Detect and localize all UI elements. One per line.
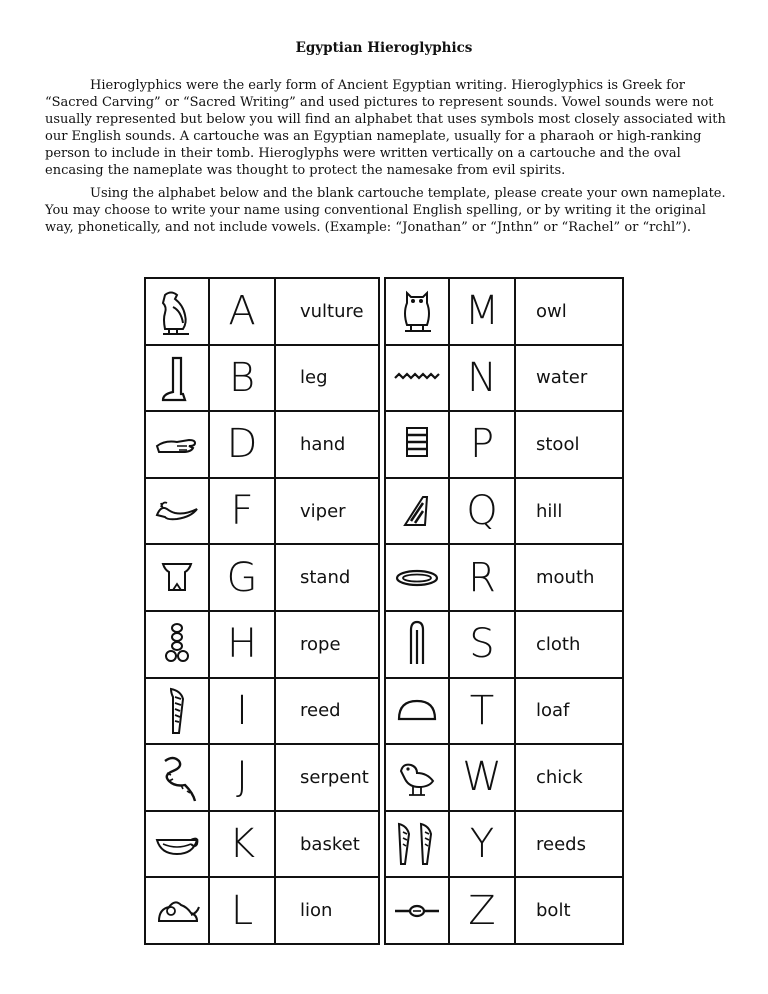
alphabet-word: hill (536, 500, 563, 522)
alphabet-row-g (146, 545, 378, 612)
alphabet-row-s (386, 612, 622, 679)
alphabet-word-cell (516, 612, 622, 677)
stool-icon (386, 412, 450, 477)
alphabet-word-cell (276, 279, 378, 344)
alphabet-letter: P (469, 421, 495, 468)
owl-icon (386, 279, 450, 344)
hill-icon (386, 479, 450, 544)
alphabet-letter: B (228, 354, 256, 401)
alphabet-letter: I (236, 687, 248, 734)
intro-paragraph: Hieroglyphics were the early form of Ancient Egyptian writing. Hieroglyphics is Greek for “Sacred Carving” or “Sacred Writing” and used pictures to represent sounds. Vowel sounds were not usually represented but below you will find an alphabet that uses symbols most closely associated with our English sounds. A cartouche was an Egyptian nameplate, usually for a pharaoh or high-ranking person to include in their tomb. Hieroglyphs were written vertically on a cartouche and the oval encasing the nameplate was thought to protect the namesake from evil spirits. (45, 78, 726, 178)
alphabet-letter-cell (210, 812, 276, 877)
alphabet-letter: M (464, 288, 500, 335)
alphabet-column-right (384, 277, 624, 945)
loaf-icon (386, 679, 450, 744)
alphabet-row-a (146, 279, 378, 346)
alphabet-word: stool (536, 433, 580, 455)
alphabet-word: hand (300, 433, 346, 455)
alphabet-word: leg (300, 367, 328, 389)
alphabet-word: stand (300, 567, 351, 589)
alphabet-row-m (386, 279, 622, 346)
reeds-icon (386, 812, 450, 877)
alphabet-letter-cell (450, 479, 516, 544)
bolt-icon (386, 878, 450, 943)
alphabet-word: chick (536, 766, 583, 788)
alphabet-letter-cell (450, 812, 516, 877)
alphabet-letter: H (226, 621, 258, 668)
alphabet-row-f (146, 479, 378, 546)
alphabet-row-p (386, 412, 622, 479)
alphabet-letter-cell (450, 412, 516, 477)
alphabet-row-k (146, 812, 378, 879)
alphabet-letter-cell (210, 878, 276, 943)
alphabet-letter-cell (210, 612, 276, 677)
alphabet-letter-cell (450, 745, 516, 810)
lion-icon (146, 878, 210, 943)
alphabet-column-left (144, 277, 380, 945)
alphabet-word-cell (516, 479, 622, 544)
alphabet-letter: L (230, 887, 254, 934)
chick-icon (386, 745, 450, 810)
page-title: Egyptian Hieroglyphics (295, 40, 473, 56)
alphabet-word-cell (516, 878, 622, 943)
alphabet-letter: Y (469, 821, 495, 868)
alphabet-word: basket (300, 833, 360, 855)
alphabet-word-cell (276, 878, 378, 943)
alphabet-word-cell (276, 412, 378, 477)
vulture-icon (146, 279, 210, 344)
alphabet-letter: Q (466, 488, 498, 535)
mouth-icon (386, 545, 450, 610)
alphabet-letter-cell (450, 878, 516, 943)
alphabet-letter: J (236, 754, 248, 801)
alphabet-row-z (386, 878, 622, 943)
alphabet-row-r (386, 545, 622, 612)
alphabet-letter: N (467, 354, 497, 401)
alphabet-letter: Z (468, 887, 496, 934)
alphabet-letter-cell (210, 279, 276, 344)
water-icon (386, 346, 450, 411)
alphabet-word-cell (276, 346, 378, 411)
alphabet-letter: G (226, 554, 258, 601)
alphabet-row-t (386, 679, 622, 746)
cloth-icon (386, 612, 450, 677)
alphabet-letter: W (462, 754, 502, 801)
alphabet-letter: S (469, 621, 495, 668)
alphabet-row-w (386, 745, 622, 812)
alphabet-row-q (386, 479, 622, 546)
alphabet-word-cell (516, 412, 622, 477)
alphabet-letter-cell (450, 545, 516, 610)
alphabet-row-d (146, 412, 378, 479)
alphabet-letter: F (230, 488, 254, 535)
alphabet-letter-cell (450, 279, 516, 344)
alphabet-letter: T (469, 687, 495, 734)
alphabet-word: bolt (536, 900, 571, 922)
alphabet-word: lion (300, 900, 333, 922)
basket-icon (146, 812, 210, 877)
alphabet-letter-cell (210, 679, 276, 744)
alphabet-letter-cell (210, 745, 276, 810)
alphabet-word-cell (516, 679, 622, 744)
alphabet-word: mouth (536, 567, 595, 589)
alphabet-word: vulture (300, 300, 364, 322)
alphabet-letter: K (228, 821, 256, 868)
rope-icon (146, 612, 210, 677)
alphabet-letter-cell (450, 679, 516, 744)
alphabet-word: reeds (536, 833, 586, 855)
alphabet-row-l (146, 878, 378, 943)
alphabet-word: loaf (536, 700, 570, 722)
alphabet-word: cloth (536, 633, 581, 655)
alphabet-word-cell (516, 279, 622, 344)
alphabet-word: owl (536, 300, 567, 322)
alphabet-letter-cell (210, 479, 276, 544)
alphabet-row-j (146, 745, 378, 812)
alphabet-word: serpent (300, 766, 369, 788)
alphabet-word: viper (300, 500, 346, 522)
hieroglyph-alphabet-chart (144, 277, 624, 945)
alphabet-word-cell (516, 745, 622, 810)
alphabet-word-cell (516, 545, 622, 610)
alphabet-letter-cell (210, 346, 276, 411)
alphabet-letter-cell (450, 612, 516, 677)
alphabet-letter-cell (450, 346, 516, 411)
viper-icon (146, 479, 210, 544)
alphabet-letter: A (228, 288, 256, 335)
alphabet-word-cell (276, 679, 378, 744)
alphabet-word-cell (516, 812, 622, 877)
alphabet-word-cell (276, 812, 378, 877)
leg-icon (146, 346, 210, 411)
alphabet-row-n (386, 346, 622, 413)
alphabet-word-cell (276, 479, 378, 544)
hand-icon (146, 412, 210, 477)
alphabet-row-y (386, 812, 622, 879)
instructions-paragraph: Using the alphabet below and the blank cartouche template, please create your own nameplate. You may choose to write your name using conventional English spelling, or by writing it the original way, phonetically, and not include vowels. (Example: “Jonathan” or “Jnthn” or “Rachel” or “rchl”). (45, 186, 726, 235)
alphabet-word-cell (516, 346, 622, 411)
stand-icon (146, 545, 210, 610)
alphabet-row-b (146, 346, 378, 413)
alphabet-word-cell (276, 545, 378, 610)
alphabet-letter-cell (210, 545, 276, 610)
alphabet-word: water (536, 367, 588, 389)
alphabet-word-cell (276, 745, 378, 810)
alphabet-row-i (146, 679, 378, 746)
alphabet-word: rope (300, 633, 341, 655)
reed-icon (146, 679, 210, 744)
serpent-icon (146, 745, 210, 810)
alphabet-row-h (146, 612, 378, 679)
alphabet-word-cell (276, 612, 378, 677)
alphabet-word: reed (300, 700, 341, 722)
alphabet-letter-cell (210, 412, 276, 477)
alphabet-letter: D (226, 421, 258, 468)
alphabet-letter: R (468, 554, 496, 601)
